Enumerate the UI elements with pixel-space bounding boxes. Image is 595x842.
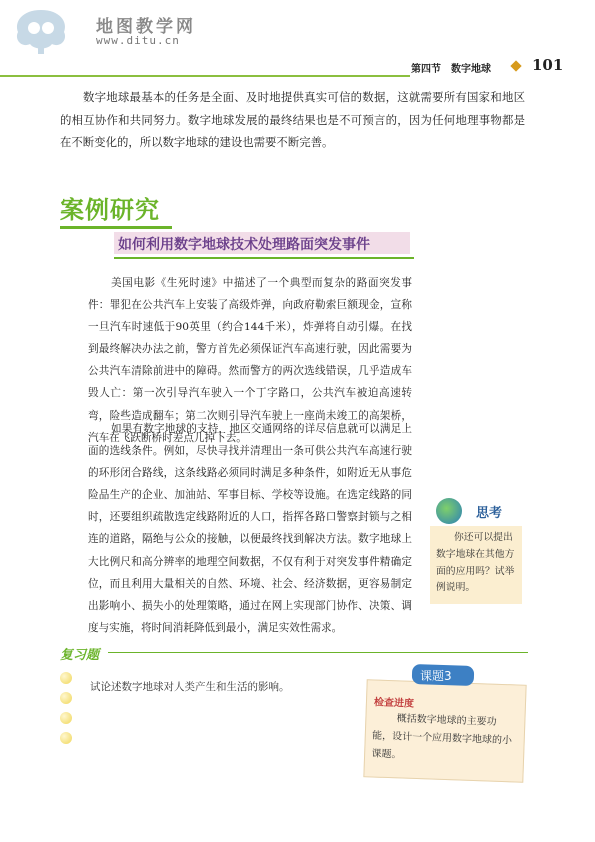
bullet-icon <box>60 712 72 724</box>
case-title-underline <box>60 226 172 229</box>
bullet-icon <box>60 672 72 684</box>
review-rule <box>108 652 528 653</box>
task-text: 概括数字地球的主要功能，设计一个应用数字地球的小课题。 <box>371 713 513 761</box>
site-url: www.ditu.cn <box>96 34 180 47</box>
case-study-title: 案例研究 <box>60 196 160 224</box>
bullet-icon <box>60 732 72 744</box>
diamond-icon <box>510 60 521 71</box>
case-paragraph-1: 美国电影《生死时速》中描述了一个典型而复杂的路面突发事件：罪犯在公共汽车上安装了高级炸弹，向政府勒索巨额现金，宣称一旦汽车时速低于90英里（约合144千米），炸弹将自动引爆。在找到最终解决办法之前，警方首先必须保证汽车高速行驶，因此需要为公共汽车清除前进中的障碍。然而警方的两次选线错误，几乎造成车毁人亡：第一次引导汽车驶入一个丁字路口，公共汽车被迫高速转弯，险些造成翻车；第二次则引导汽车驶上一座尚未竣工的高架桥，汽车在飞跃断桥时差点儿掉下去。 <box>88 277 412 444</box>
task-heading: 检查进度 <box>373 697 415 710</box>
task-tab-label: 课题3 <box>420 669 452 683</box>
globe-icon <box>436 498 462 524</box>
intro-paragraph: 数字地球最基本的任务是全面、及时地提供真实可信的数据，这就需要所有国家和地区的相互协作和共同努力。数字地球发展的最终结果也是不可预言的，因为任何地理事物都是在不断变化的，所以数字地球的建设也需要不断完善。 <box>60 90 525 150</box>
site-name: 地图教学网 <box>96 17 196 37</box>
header-rule <box>0 70 410 77</box>
case-subtitle-underline <box>114 257 414 259</box>
bullet-icon <box>60 692 72 704</box>
case-paragraph-2: 如果有数字地球的支持，地区交通网络的详尽信息就可以满足上面的选线条件。例如，尽快寻找并清理出一条可供公共汽车高速行驶的环形闭合路线，这条线路必须同时满足多种条件，如附近无从事危险品生产的企业、加油站、军事目标、学校等设施。在选定线路的同时，还要组织疏散选定线路附近的人口，指挥各路口警察封锁与之相连的道路，隔绝与公众的接触，以便最终找到解决方法。数字地球上大比例尺和高分辨率的地理空间数据，不仅有利于对突发事件精确定位，而且利用大量相关的自然、环境、社会、经济数据，更容易制定出影响小、损失小的处理策略，通过在网上实现部门协作、决策、调度与实施，将时间消耗降低到最小，满足实效性需求。 <box>88 423 412 634</box>
section-title: 第四节 数字地球 <box>411 64 491 75</box>
think-text: 你还可以提出数字地球在其他方面的应用吗？试举例说明。 <box>436 532 515 594</box>
review-question: 试论述数字地球对人类产生和生活的影响。 <box>90 681 290 693</box>
page-number: 101 <box>532 56 564 74</box>
case-study-subtitle: 如何利用数字地球技术处理路面突发事件 <box>118 237 370 253</box>
review-title: 复习题 <box>60 648 100 663</box>
think-label: 思考 <box>476 506 503 521</box>
tree-logo-icon <box>12 6 70 56</box>
